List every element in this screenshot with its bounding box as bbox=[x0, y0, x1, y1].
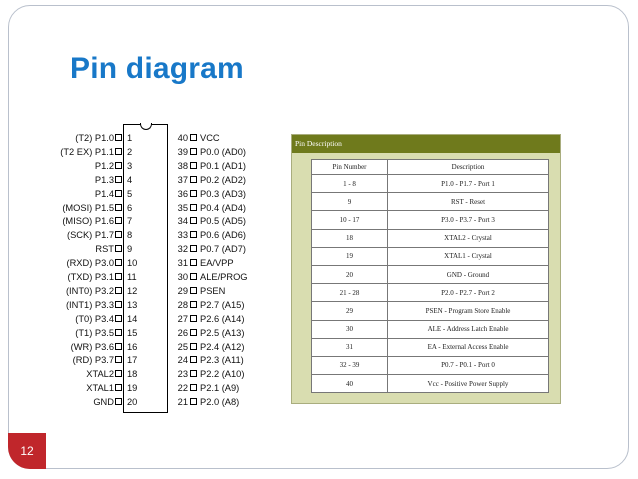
pin-alt-function: (T0) bbox=[75, 313, 95, 324]
pin-name: P0.5 (AD5) bbox=[200, 216, 246, 227]
pin-box bbox=[190, 315, 197, 322]
pin-number: 32 bbox=[177, 244, 188, 255]
pin-description-cell: XTAL1 - Crystal bbox=[388, 247, 549, 265]
pin-box bbox=[190, 231, 197, 238]
pin-name: P1.6 bbox=[94, 216, 114, 227]
pin-name: P1.3 bbox=[94, 174, 114, 185]
pin-number: 26 bbox=[177, 327, 188, 338]
pin-description-caption: Pin Description bbox=[292, 135, 560, 153]
pin-alt-function: (SCK) bbox=[66, 230, 95, 241]
pin-description-cell: PSEN - Program Store Enable bbox=[388, 302, 549, 320]
pin-number: 1 bbox=[127, 133, 133, 143]
pin-number-cell: 30 bbox=[312, 320, 388, 338]
pin-number-cell: 1 - 8 bbox=[312, 175, 388, 193]
pin-number: 15 bbox=[127, 327, 138, 338]
pin-name: P1.0 bbox=[94, 133, 114, 143]
pin-name: P0.1 (AD1) bbox=[200, 160, 246, 171]
slide-number: 12 bbox=[8, 433, 46, 469]
pin-box bbox=[190, 398, 197, 405]
pin-box bbox=[190, 190, 197, 197]
pin-alt-function: (TXD) bbox=[67, 272, 95, 282]
column-header: Pin Number bbox=[312, 160, 388, 175]
pin-box bbox=[190, 329, 197, 336]
pin-number: 23 bbox=[177, 369, 188, 380]
pin-alt-function: (RXD) bbox=[66, 258, 95, 269]
pin-name: P2.7 (A15) bbox=[200, 299, 245, 310]
pin-description-cell: P2.0 - P2.7 - Port 2 bbox=[388, 284, 549, 302]
pin-box bbox=[190, 370, 197, 377]
pin-name: P1.2 bbox=[94, 160, 114, 171]
pin-name: P1.7 bbox=[94, 230, 114, 241]
pin-name: P2.6 (A14) bbox=[200, 313, 245, 324]
pin-alt-function: (T2) bbox=[75, 133, 95, 143]
pin-number-cell: 21 - 28 bbox=[312, 284, 388, 302]
pin-box bbox=[190, 217, 197, 224]
pin-number-cell: 32 - 39 bbox=[312, 356, 388, 374]
pin-box bbox=[190, 134, 197, 141]
pin-box bbox=[190, 259, 197, 266]
pin-description-cell: P1.0 - P1.7 - Port 1 bbox=[388, 175, 549, 193]
pin-number-cell: 29 bbox=[312, 302, 388, 320]
pin-number-cell: 10 - 17 bbox=[312, 211, 388, 229]
pin-alt-function: (INT1) bbox=[65, 299, 95, 310]
pin-number: 31 bbox=[177, 258, 188, 269]
table-row bbox=[312, 265, 549, 283]
pin-name: P3.7 bbox=[94, 355, 114, 366]
pin-number: 3 bbox=[127, 160, 133, 171]
pin-box bbox=[190, 273, 197, 280]
pin-name: GND bbox=[93, 397, 114, 408]
pin-name: P3.6 bbox=[94, 341, 114, 352]
pin-name: P2.5 (A13) bbox=[200, 327, 245, 338]
pin-description-cell: Vcc - Positive Power Supply bbox=[388, 375, 549, 393]
pin-description-cell: P3.0 - P3.7 - Port 3 bbox=[388, 211, 549, 229]
table-row bbox=[312, 193, 549, 211]
pin-number: 40 bbox=[177, 133, 188, 143]
pin-description-cell: RST - Reset bbox=[388, 193, 549, 211]
pin-description-cell: P0.7 - P0.1 - Port 0 bbox=[388, 356, 549, 374]
pin-number: 10 bbox=[127, 258, 138, 269]
pin-number: 13 bbox=[127, 299, 138, 310]
pin-number: 38 bbox=[177, 160, 188, 171]
pin-alt-function: (MISO) bbox=[62, 216, 95, 227]
pin-box bbox=[190, 162, 197, 169]
pin-name: P2.0 (A8) bbox=[200, 397, 240, 408]
pin-box bbox=[190, 287, 197, 294]
pin-number: 16 bbox=[127, 341, 138, 352]
pin-name: P2.2 (A10) bbox=[200, 369, 245, 380]
pin-alt-function: (T2 EX) bbox=[60, 146, 95, 157]
pin-alt-function: (INT0) bbox=[65, 285, 95, 296]
column-header: Description bbox=[388, 160, 549, 175]
pin-number: 8 bbox=[127, 230, 133, 241]
pin-name: XTAL2 bbox=[86, 369, 114, 380]
pin-box bbox=[190, 301, 197, 308]
pin-number: 11 bbox=[127, 272, 137, 282]
pin-number: 6 bbox=[127, 202, 133, 213]
pin-description-panel bbox=[291, 134, 561, 404]
pin-box bbox=[190, 148, 197, 155]
table-row bbox=[312, 229, 549, 247]
pin-name: P2.1 (A9) bbox=[200, 383, 240, 394]
table-row bbox=[312, 302, 549, 320]
pin-number: 34 bbox=[177, 216, 188, 227]
pin-name: P2.3 (A11) bbox=[200, 355, 244, 366]
table-row bbox=[312, 211, 549, 229]
pin-name: P0.0 (AD0) bbox=[200, 146, 246, 157]
pin-name: P3.0 bbox=[94, 258, 114, 269]
pin-name: P3.2 bbox=[94, 285, 114, 296]
pin-number: 25 bbox=[177, 341, 188, 352]
pin-box bbox=[190, 176, 197, 183]
pin-number: 22 bbox=[177, 383, 188, 394]
pin-number: 28 bbox=[177, 299, 188, 310]
pin-alt-function: (T1) bbox=[75, 327, 95, 338]
pin-number: 7 bbox=[127, 216, 133, 227]
pin-name: P3.3 bbox=[94, 299, 114, 310]
pin-alt-function: (MOSI) bbox=[62, 202, 95, 213]
table-row bbox=[312, 284, 549, 302]
table-row bbox=[312, 320, 549, 338]
pin-name: P0.2 (AD2) bbox=[200, 174, 246, 185]
pin-number: 35 bbox=[177, 202, 188, 213]
pin-number-cell: 40 bbox=[312, 375, 388, 393]
pin-number: 5 bbox=[127, 188, 133, 199]
pin-name: P3.5 bbox=[94, 327, 114, 338]
pin-name: P0.6 (AD6) bbox=[200, 230, 246, 241]
pin-number: 29 bbox=[177, 285, 188, 296]
pin-name: EA/VPP bbox=[200, 258, 234, 269]
pin-number-cell: 9 bbox=[312, 193, 388, 211]
table-row bbox=[312, 356, 549, 374]
pin-number: 14 bbox=[127, 313, 138, 324]
pin-number: 39 bbox=[177, 146, 188, 157]
pin-number: 24 bbox=[177, 355, 188, 366]
pin-name: P1.4 bbox=[94, 188, 114, 199]
pin-number-cell: 31 bbox=[312, 338, 388, 356]
pin-number-cell: 19 bbox=[312, 247, 388, 265]
pin-alt-function: (RD) bbox=[72, 355, 95, 366]
pin-number: 9 bbox=[127, 244, 133, 255]
table-row bbox=[312, 175, 549, 193]
pin-name: P3.1 bbox=[94, 272, 114, 282]
pin-number: 36 bbox=[177, 188, 188, 199]
pin-number: 4 bbox=[127, 174, 133, 185]
pin-box bbox=[190, 245, 197, 252]
pin-description-cell: GND - Ground bbox=[388, 265, 549, 283]
pin-number: 33 bbox=[177, 230, 188, 241]
pin-number: 20 bbox=[127, 397, 138, 408]
pin-name: P3.4 bbox=[94, 313, 114, 324]
pin-description-cell: ALE - Address Latch Enable bbox=[388, 320, 549, 338]
pin-name: P0.4 (AD4) bbox=[200, 202, 246, 213]
pin-box bbox=[190, 343, 197, 350]
pin-number: 19 bbox=[127, 383, 138, 394]
pin-description-cell: EA - External Access Enable bbox=[388, 338, 549, 356]
table-header-row bbox=[312, 160, 549, 175]
pin-number: 12 bbox=[127, 285, 138, 296]
table-row bbox=[312, 338, 549, 356]
pin-number: 27 bbox=[177, 313, 188, 324]
pin-name: P1.5 bbox=[94, 202, 114, 213]
pin-description-cell: XTAL2 - Crystal bbox=[388, 229, 549, 247]
pin-number: 17 bbox=[127, 355, 138, 366]
table-row bbox=[312, 247, 549, 265]
pin-name: PSEN bbox=[200, 285, 226, 296]
pin-box bbox=[190, 384, 197, 391]
table-row bbox=[312, 375, 549, 393]
pin-number: 18 bbox=[127, 369, 138, 380]
pin-number-cell: 20 bbox=[312, 265, 388, 283]
pin-box bbox=[190, 356, 197, 363]
slide-title: Pin diagram bbox=[70, 52, 244, 85]
pin-name: P0.7 (AD7) bbox=[200, 244, 246, 255]
pin-box bbox=[190, 204, 197, 211]
pin-description-table bbox=[311, 159, 549, 393]
pin-name: RST bbox=[95, 244, 114, 255]
pin-name: ALE/PROG bbox=[200, 272, 248, 282]
pin-number: 21 bbox=[177, 397, 188, 408]
pin-name: P1.1 bbox=[94, 146, 114, 157]
pin-name: P0.3 (AD3) bbox=[200, 188, 246, 199]
pin-number-cell: 18 bbox=[312, 229, 388, 247]
pin-number: 37 bbox=[177, 174, 188, 185]
pin-number: 2 bbox=[127, 146, 133, 157]
pin-number: 30 bbox=[177, 272, 188, 282]
pin-name: VCC bbox=[200, 133, 220, 143]
pin-name: XTAL1 bbox=[86, 383, 114, 394]
pin-name: P2.4 (A12) bbox=[200, 341, 245, 352]
pin-alt-function: (WR) bbox=[70, 341, 95, 352]
